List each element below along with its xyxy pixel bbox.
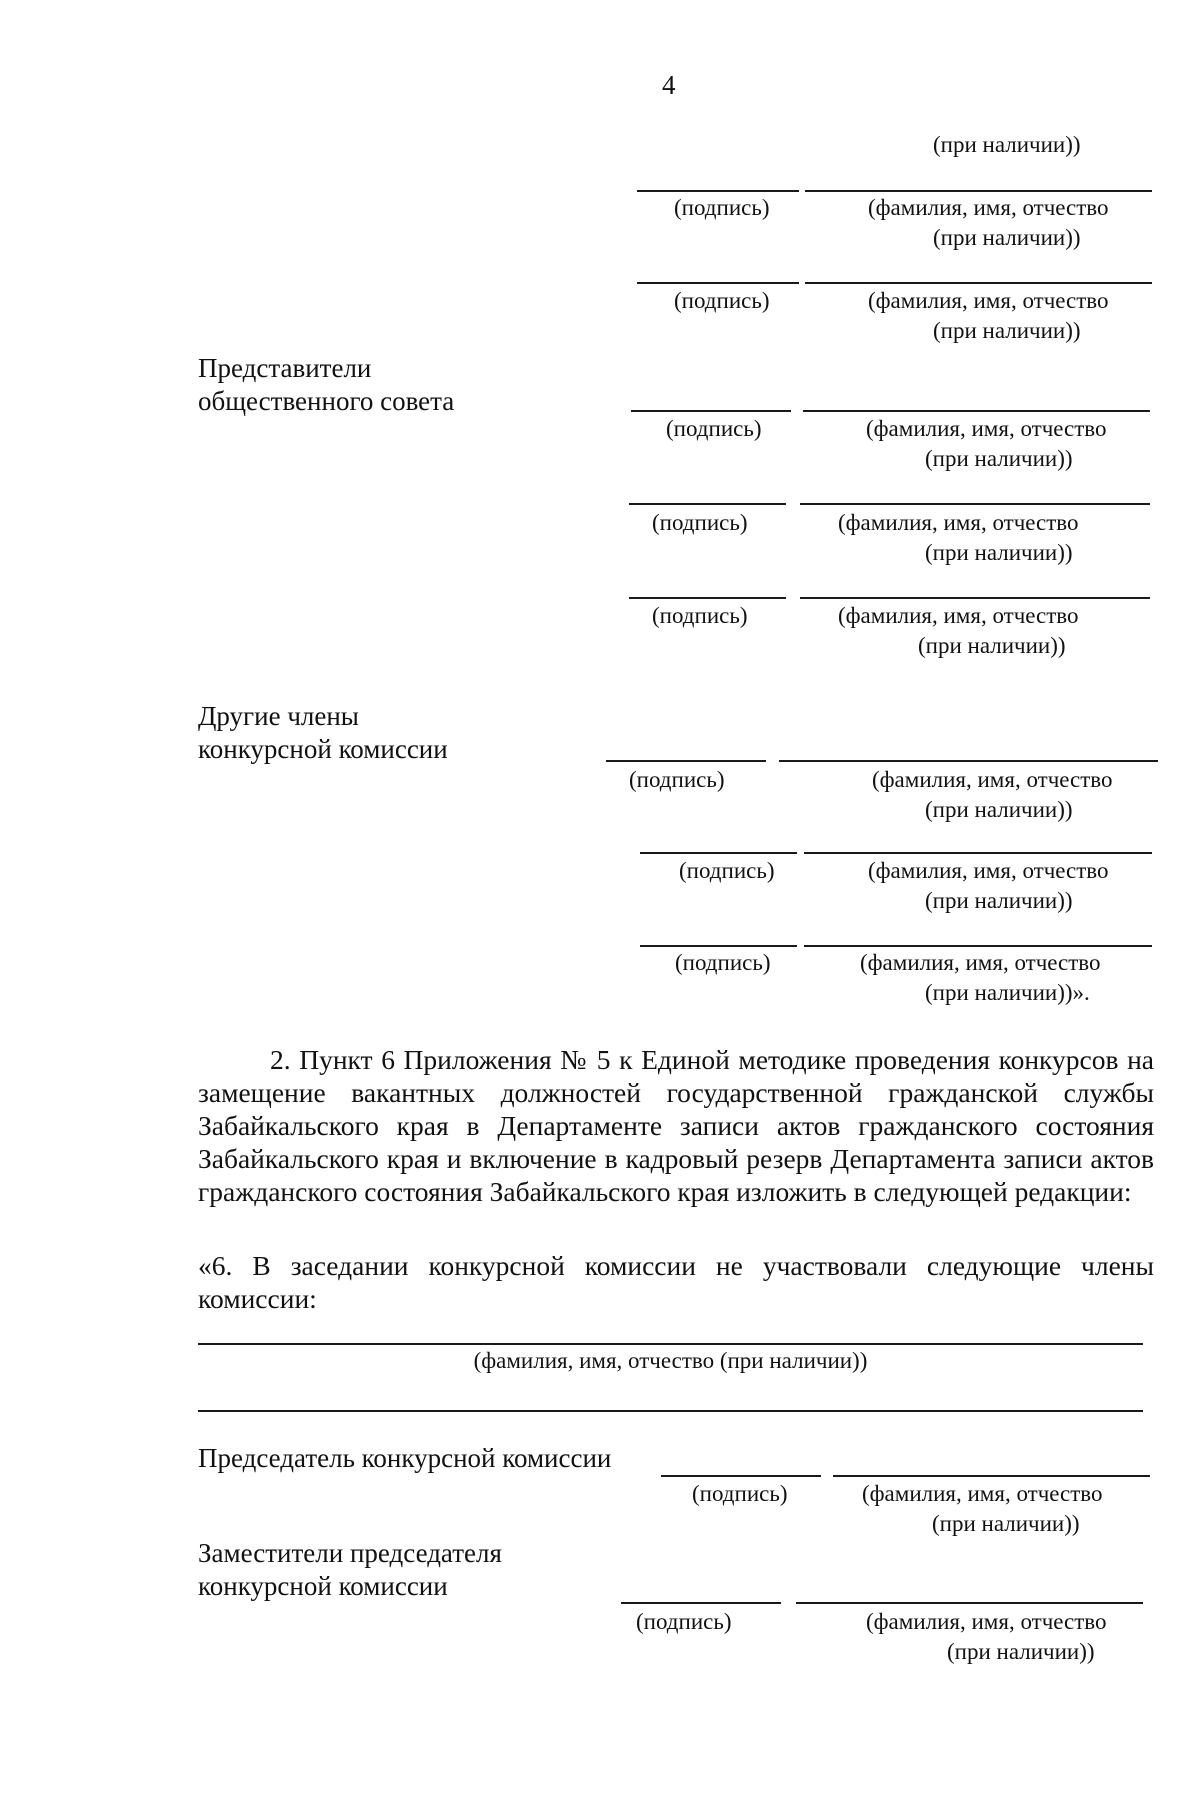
- fio-line: [800, 597, 1150, 599]
- signature-line: [629, 597, 786, 599]
- fio-hint: (фамилия, имя, отчество: [868, 858, 1109, 883]
- group-label-public-council: Представители общественного совета: [198, 353, 455, 416]
- signature-hint: (подпись): [675, 950, 771, 975]
- signature-line: [640, 852, 797, 854]
- fio-hint: (фамилия, имя, отчество: [866, 416, 1107, 441]
- signature-hint: (подпись): [636, 1609, 732, 1634]
- fio-hint: (фамилия, имя, отчество: [866, 1609, 1107, 1634]
- signature-hint: (подпись): [692, 1481, 788, 1506]
- group-label-deputies: Заместители председателя конкурсной комиссии: [198, 1538, 502, 1601]
- absent-members-line: [198, 1343, 1143, 1345]
- group-label-other-members: Другие члены конкурсной комиссии: [198, 701, 448, 764]
- fio-line: [779, 760, 1158, 762]
- fio-hint-line2: (при наличии)): [925, 797, 1073, 822]
- fio-line: [804, 852, 1152, 854]
- fio-line: [804, 945, 1152, 947]
- absent-members-line: [198, 1410, 1143, 1412]
- fio-line: [796, 1602, 1143, 1604]
- signature-line: [606, 760, 766, 762]
- fio-hint-line2: (при наличии)): [925, 540, 1073, 565]
- signature-line: [621, 1602, 781, 1604]
- fio-hint: (фамилия, имя, отчество: [868, 288, 1109, 313]
- fio-hint: (фамилия, имя, отчество: [860, 950, 1101, 975]
- fio-hint-line2: (при наличии)): [918, 633, 1066, 658]
- signature-hint: (подпись): [679, 858, 775, 883]
- paragraph-2: 2. Пункт 6 Приложения № 5 к Единой методике проведения конкурсов на замещение вакантных должностей государственной гражданской службы Забайкальского края в Департаменте записи актов гражданского состояния Забайкальского края и включение в кадровый резерв Департамента записи актов гражданского состояния Забайкальского края изложить в следующей редакции:: [198, 1044, 1154, 1207]
- fio-line: [800, 503, 1150, 505]
- absent-members-fio-hint: (фамилия, имя, отчество (при наличии)): [473, 1348, 868, 1373]
- fio-hint-continued: (при наличии)): [933, 132, 1081, 157]
- fio-line: [803, 410, 1150, 412]
- signature-hint: (подпись): [652, 603, 748, 628]
- signature-hint: (подпись): [666, 416, 762, 441]
- signature-line: [631, 410, 791, 412]
- fio-line: [805, 282, 1152, 284]
- signature-line: [637, 282, 799, 284]
- paragraph-6: «6. В заседании конкурсной комиссии не участвовали следующие члены комиссии:: [198, 1250, 1154, 1314]
- fio-line: [805, 190, 1152, 192]
- signature-hint: (подпись): [674, 288, 770, 313]
- fio-hint-line2: (при наличии)): [925, 888, 1073, 913]
- signature-line: [640, 945, 797, 947]
- fio-hint: (фамилия, имя, отчество: [872, 767, 1113, 792]
- page-number: 4: [662, 70, 676, 100]
- signature-line: [629, 503, 786, 505]
- fio-hint-line2: (при наличии)): [933, 318, 1081, 343]
- signature-line: [661, 1475, 821, 1477]
- fio-line: [833, 1475, 1150, 1477]
- signature-hint: (подпись): [652, 510, 748, 535]
- fio-hint: (фамилия, имя, отчество: [838, 510, 1079, 535]
- fio-hint-line2-final: (при наличии))».: [925, 980, 1090, 1005]
- fio-hint-line2: (при наличии)): [925, 446, 1073, 471]
- group-label-chairman: Председатель конкурсной комиссии: [198, 1443, 612, 1473]
- signature-hint: (подпись): [674, 195, 770, 220]
- fio-hint: (фамилия, имя, отчество: [838, 603, 1079, 628]
- signature-hint: (подпись): [629, 767, 725, 792]
- fio-hint: (фамилия, имя, отчество: [868, 195, 1109, 220]
- fio-hint-line2: (при наличии)): [947, 1639, 1095, 1664]
- fio-hint: (фамилия, имя, отчество: [862, 1481, 1103, 1506]
- signature-line: [637, 190, 799, 192]
- fio-hint-line2: (при наличии)): [932, 1511, 1080, 1536]
- fio-hint-line2: (при наличии)): [933, 225, 1081, 250]
